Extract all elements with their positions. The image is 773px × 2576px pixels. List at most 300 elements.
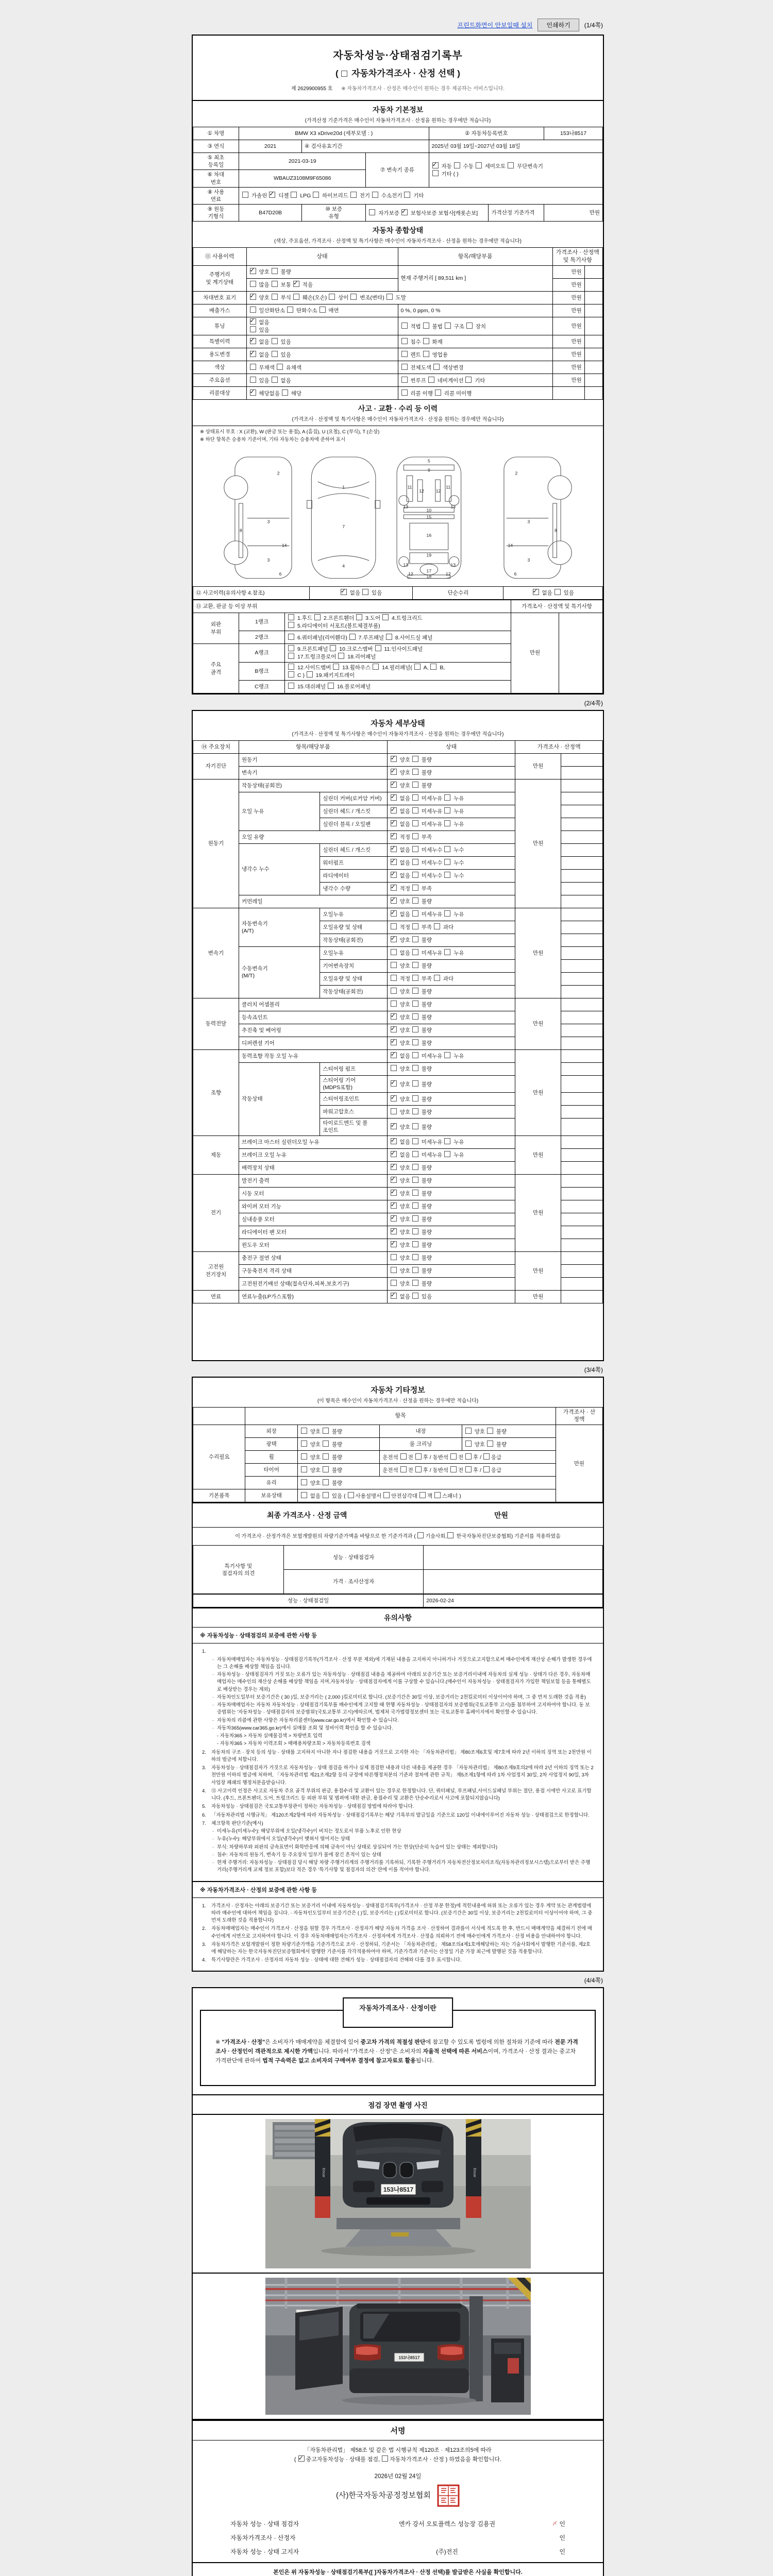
table-cell: B랭크 bbox=[239, 662, 285, 680]
notice-item-body bbox=[211, 1656, 594, 1748]
table-cell: 발전기 출력 bbox=[239, 1174, 388, 1187]
checkbox-empty bbox=[400, 1466, 407, 1472]
notice-item-number: 3. bbox=[202, 1941, 206, 1947]
checkbox-checked bbox=[391, 1241, 397, 1247]
signature-row-label: 자동차 성능 · 상태 고지자 bbox=[230, 2548, 299, 2556]
checkbox-empty bbox=[372, 192, 378, 198]
checkbox-empty bbox=[293, 294, 299, 300]
table-cell bbox=[561, 1106, 603, 1118]
checkbox-checked bbox=[432, 162, 439, 168]
checkbox-empty bbox=[323, 1479, 329, 1485]
checkbox-empty bbox=[391, 975, 397, 981]
table-cell bbox=[561, 972, 603, 985]
checkbox-empty bbox=[412, 1052, 418, 1058]
post-brand-right: Encar bbox=[472, 2167, 476, 2178]
checkbox-empty bbox=[412, 936, 418, 942]
notice-bullet: · 부식: 차량하부와 외판의 금속표면이 화학반응에 의해 금속이 아닌 상태로 상실되어 가는 현상(단순히 녹슬어 있는 상태는 제외합니다) bbox=[212, 1844, 498, 1850]
table-cell: 배출가스 bbox=[193, 304, 247, 317]
notice-item bbox=[202, 1820, 594, 1875]
value-vehicle-name: BMW X3 xDrive20d (세부모델 : ) bbox=[239, 127, 429, 140]
print-button[interactable]: 인쇄하기 bbox=[537, 19, 579, 31]
table-cell: 보유상태 bbox=[245, 1489, 297, 1502]
notice-item-number: 1. bbox=[202, 1903, 206, 1909]
checkbox-empty bbox=[412, 756, 418, 762]
checkbox-empty bbox=[291, 192, 297, 198]
table-cell: ✓ 양호 불량 bbox=[387, 1011, 515, 1024]
table-cell: 2021-03-19 bbox=[239, 153, 366, 170]
table-cell: ✓ 자동 수동 세미오토 무단변속기 기타 ( ) bbox=[429, 153, 602, 188]
checkbox-empty bbox=[341, 71, 347, 77]
signature-row bbox=[230, 2547, 565, 2556]
table-cell: ✓ 양호 부식 훼손(오손) 상이 변조(변타) 도말 bbox=[246, 292, 552, 304]
lift-post-left-icon bbox=[315, 2119, 330, 2218]
checkbox-checked bbox=[391, 833, 397, 839]
pricing-info-title bbox=[343, 1997, 453, 2028]
table-cell: 기본품목 bbox=[193, 1489, 245, 1502]
table-cell: ✓ 없음 미세누유 누유 bbox=[387, 1148, 515, 1161]
notice-bullet: · 자동차매매업자는 자동차성능 · 상태점검기록부(가격조사 · 산정 부분 제외)에 기재된 내용을 고지하지 아니하거나 거짓으로고지함으로써 매수인에게 재산상 손해가 발생한 경우에는 그 손해를 배상할 책임을 집니다. bbox=[212, 1656, 592, 1670]
table-cell: 0 %, 0 ppm, 0 % bbox=[398, 304, 552, 317]
table-cell: 용도변경 bbox=[193, 348, 247, 361]
table-cell: 있음 없음 bbox=[246, 374, 398, 387]
panel-number-label: 13 bbox=[403, 504, 409, 510]
corporation-seal bbox=[437, 2484, 460, 2507]
table-cell: 유리 bbox=[245, 1477, 297, 1489]
table-cell: 특별이력 bbox=[193, 335, 247, 348]
page-4 bbox=[192, 1987, 604, 2576]
checkbox-empty bbox=[434, 975, 440, 981]
table-cell: 6.쿼터패널(리어휀다) 7.루프패널 8.사이드실 패널 bbox=[285, 631, 511, 644]
checkbox-empty bbox=[272, 294, 278, 300]
label-vehicle-name: ① 차명 bbox=[193, 127, 239, 140]
print-help-link[interactable]: 프린트화면이 안보일때 설치 bbox=[457, 22, 533, 29]
table-cell: 무채색 유채색 bbox=[246, 361, 398, 374]
table-cell bbox=[561, 998, 603, 1011]
table-cell: 타이어 bbox=[245, 1464, 297, 1477]
checkbox-empty bbox=[412, 820, 418, 826]
checkbox-empty bbox=[401, 389, 408, 396]
table-cell: 항목/해당부품 bbox=[398, 248, 552, 266]
table-cell bbox=[561, 1148, 603, 1161]
table-cell bbox=[561, 753, 603, 766]
notice-item bbox=[202, 1903, 594, 1925]
signature-law-2: ( ✓중고자동차성능 · 상태를 점검, 자동차가격조사 · 산정 ) 하였음을 확인합니다. bbox=[193, 2455, 603, 2464]
table-cell: 만원 bbox=[515, 908, 561, 998]
table-cell: 만원 bbox=[552, 279, 584, 292]
table-cell: 성능 · 상태점검자 bbox=[283, 1546, 423, 1570]
checkbox-empty bbox=[391, 949, 397, 955]
checkbox-checked bbox=[391, 1215, 397, 1222]
notice-bullet: - 자동차365 > 자동차 실매물검색 > 차량번호 입력 bbox=[217, 1733, 323, 1739]
table-cell: 제동 bbox=[193, 1136, 239, 1174]
table-cell: 튜닝 bbox=[193, 317, 247, 335]
table-cell: 만원 bbox=[552, 361, 584, 374]
checkbox-empty bbox=[401, 364, 408, 370]
checkbox-empty bbox=[250, 364, 256, 370]
cabinet-icon bbox=[491, 2338, 524, 2402]
checkbox-empty bbox=[391, 988, 397, 994]
accident-history-table bbox=[193, 586, 603, 600]
checkbox-empty bbox=[454, 162, 460, 168]
checkbox-empty bbox=[412, 859, 418, 865]
checkbox-empty bbox=[465, 1440, 472, 1447]
checkbox-checked bbox=[391, 1293, 397, 1299]
checkbox-empty bbox=[412, 1123, 418, 1129]
table-cell: ⑩ 보증 유형 bbox=[302, 205, 366, 222]
detail-table-wrap bbox=[193, 740, 603, 1303]
checkbox-empty bbox=[412, 910, 418, 917]
panel-number-label: 17 bbox=[426, 568, 432, 574]
table-cell bbox=[424, 1546, 603, 1570]
checkbox-empty bbox=[412, 769, 418, 775]
section-title-detail: 자동차 세부상태 bbox=[371, 719, 425, 728]
table-cell: B47D20B bbox=[239, 205, 302, 222]
seal-placeholder: 인 bbox=[559, 2548, 565, 2556]
table-cell: 1.후드 2.프론트휀더 3.도어 4.트렁크리드 5.라디에이터 서포트(볼트체결부품) bbox=[285, 613, 511, 631]
checkbox-checked bbox=[401, 209, 408, 215]
checkbox-checked bbox=[250, 318, 256, 325]
basic-info-table bbox=[193, 127, 603, 222]
checkbox-empty bbox=[323, 1440, 329, 1447]
table-cell: 라디에이터 bbox=[320, 869, 387, 882]
page-indicator-2: (2/4쪽) bbox=[584, 699, 603, 707]
panel-rank-table bbox=[193, 600, 603, 693]
checkbox-empty bbox=[301, 1466, 307, 1472]
checkbox-empty bbox=[447, 1532, 453, 1538]
table-cell bbox=[561, 1118, 603, 1136]
car-side-left-view bbox=[224, 457, 292, 579]
table-cell: ✓ 양호 불량 bbox=[387, 753, 515, 766]
panel-number-label: 12 bbox=[445, 571, 451, 577]
table-cell: 오일유량 및 상태 bbox=[320, 972, 387, 985]
checkbox-empty bbox=[307, 671, 313, 677]
table-cell: 항목/해당부품 bbox=[239, 740, 388, 753]
seal-placeholder: 인 〆 bbox=[552, 2520, 565, 2528]
checkbox-empty bbox=[250, 307, 256, 313]
table-cell: ✓ 양호 불량 bbox=[387, 1187, 515, 1200]
table-cell: 내장 bbox=[380, 1425, 462, 1438]
table-cell bbox=[561, 1277, 603, 1290]
table-cell: 만원 bbox=[515, 1136, 561, 1174]
checkbox-empty bbox=[373, 664, 379, 670]
notice-bullet: · 자동차365(www.car365.go.kr)에서 실매물 조회 및 정비이력 확인을 할 수 있습니다. bbox=[212, 1725, 393, 1731]
checkbox-checked bbox=[391, 782, 397, 788]
checkbox-empty bbox=[444, 820, 450, 826]
table-cell: ✓ 양호 불량 bbox=[387, 1093, 515, 1106]
table-cell: ✓ 양호 불량 bbox=[387, 934, 515, 946]
table-cell: 양호 불량 bbox=[297, 1438, 379, 1451]
checkbox-empty bbox=[465, 1453, 472, 1460]
checkbox-empty bbox=[412, 1039, 418, 1045]
notice-item-number: 7. bbox=[202, 1820, 206, 1826]
table-cell bbox=[584, 317, 602, 335]
table-cell: 연료누출(LP가스포함) bbox=[239, 1290, 388, 1303]
table-cell: 오일유량 및 상태 bbox=[320, 921, 387, 934]
table-cell bbox=[561, 1200, 603, 1213]
notice-item bbox=[202, 1925, 594, 1940]
table-cell: 양호 불량 bbox=[387, 1277, 515, 1290]
table-cell bbox=[561, 792, 603, 805]
page-1 bbox=[192, 35, 604, 694]
notice-bullet: · 자동차성능 · 상태점검자가 거짓 또는 오류가 있는 자동차성능 · 상태점검 내용을 제공하여 아래의 보증기간 또는 보증거리이내에 자동차의 실제 성능 · 상태가 다른 경우, 자동차매매업자는 매수인의 재산상 손해를 배상할 책임을 지며,자동차성능 · 상태점검자에게 이를 구상할 수 있습니다.(매수인이 자동차성능 · 상태점검자가 가입한 책임보험 등을 통해별도로 배상받는 경우는 제외) bbox=[212, 1672, 591, 1692]
checkbox-checked bbox=[250, 389, 256, 396]
table-cell bbox=[584, 361, 602, 374]
table-cell: ⑧ 사용 연료 bbox=[193, 187, 239, 204]
table-cell: 디퍼렌셜 기어 bbox=[239, 1037, 388, 1049]
table-cell: 전체도색 색상변경 bbox=[398, 361, 552, 374]
table-cell bbox=[584, 304, 602, 317]
checkbox-empty bbox=[242, 192, 248, 198]
table-cell: 양호 불량 bbox=[297, 1477, 556, 1489]
checkbox-empty bbox=[435, 389, 441, 396]
checkbox-empty bbox=[412, 1095, 418, 1101]
checkbox-empty bbox=[401, 323, 408, 329]
checkbox-empty bbox=[445, 323, 451, 329]
checkbox-checked bbox=[341, 589, 347, 595]
checkbox-empty bbox=[444, 1138, 450, 1144]
notice-item-body: ⑫ 사고이력 인정은 사고로 자동차 주요 골격 부위의 판금, 용접수리 및 교환이 있는 경우로 한정합니다. 단, 쿼터패널, 루프패널,사이드실패널 부위는 절단, 용접 시에만 사고로 표기합니다. (후드, 프론트펜더, 도어, 트렁크리드 등 외판 부위 및 범퍼에 대한 판금, 용접수리 및 교환은 단순수리로서 사고에 포함되지않습니다) bbox=[211, 1788, 592, 1802]
table-cell bbox=[561, 1174, 603, 1187]
checkbox-empty bbox=[301, 1428, 307, 1434]
checkbox-checked bbox=[391, 794, 397, 801]
notice-item bbox=[202, 1957, 594, 1964]
checkbox-empty bbox=[272, 377, 278, 383]
checkbox-empty bbox=[412, 1001, 418, 1007]
table-cell: 스티어링조인트 bbox=[320, 1093, 387, 1106]
table-cell: 가격조사 · 산정액 및 특기사항 bbox=[511, 600, 602, 613]
checkbox-empty bbox=[369, 209, 375, 215]
seal-placeholder: 인 bbox=[559, 2534, 565, 2542]
section-subtitle-detail: (가격조사 · 산정액 및 특기사항은 매수인이 자동차가격조사 · 산정을 원하는 경우에만 적습니다) bbox=[292, 731, 504, 737]
table-cell bbox=[561, 843, 603, 856]
page-indicator-4: (4/4쪽) bbox=[584, 1976, 603, 1984]
status-code-note-2: ※ 하단 항목은 승용차 기준이며, 기타 자동차는 승용차에 준하여 표시 bbox=[200, 436, 346, 443]
checkbox-empty bbox=[423, 351, 429, 357]
table-cell: 운전석 전 후 / 동반석 전 후 / 응급 bbox=[380, 1464, 556, 1477]
checkbox-empty bbox=[350, 192, 357, 198]
table-cell bbox=[584, 266, 602, 279]
table-cell: 만원 bbox=[552, 374, 584, 387]
pricing-info-box bbox=[200, 2004, 596, 2086]
notice-item-body: 「자동차관리법 시행규칙」 제120조제2항에 따라 자동차성능 · 상태점검기록부는 해당 기록부의 발급일을 기준으로 120일 이내에이루어진 자동차 성능 · 상태점검으로 한정합니다. bbox=[211, 1812, 590, 1818]
open-door-icon bbox=[295, 2307, 343, 2390]
checkbox-checked bbox=[391, 820, 397, 826]
table-cell: 양호 불량 bbox=[387, 985, 515, 998]
label-registration-no: ② 자동차등록번호 bbox=[429, 127, 544, 140]
table-cell: ✓ 양호 불량 bbox=[387, 1161, 515, 1174]
table-cell: 변속기 bbox=[193, 908, 239, 998]
checkbox-empty bbox=[287, 307, 293, 313]
table-cell bbox=[561, 831, 603, 843]
table-cell: 등속죠인트 bbox=[239, 1011, 388, 1024]
checkbox-empty bbox=[465, 377, 472, 383]
table-cell: 충전구 절연 상태 bbox=[239, 1251, 388, 1264]
checkbox-checked bbox=[250, 294, 256, 300]
table-cell: 만원 bbox=[515, 1290, 561, 1303]
table-cell: ⑥ 차대 번호 bbox=[193, 170, 239, 187]
table-cell: 가격조사 · 산정액 bbox=[515, 740, 603, 753]
checkbox-empty bbox=[349, 634, 356, 640]
notice-bullet: · 누유(누수): 해당부위에서 오일(냉각수)이 맺혀서 떨어지는 상태 bbox=[212, 1836, 350, 1842]
checkbox-empty bbox=[301, 1479, 307, 1485]
table-cell: 리콜 이행 리콜 미이행 bbox=[398, 387, 552, 400]
checkbox-empty bbox=[282, 389, 288, 396]
panel-number-label: 13 bbox=[403, 562, 409, 568]
service-note: ※ 자동차가격조사 · 산정은 매수인이 원하는 경우 제공하는 서비스입니다. bbox=[341, 86, 505, 92]
table-cell: 만원 bbox=[515, 1174, 561, 1251]
table-cell: 광택 bbox=[245, 1438, 297, 1451]
checkbox-empty bbox=[412, 1241, 418, 1247]
table-cell: ✓ 없음 있음 bbox=[246, 348, 398, 361]
table-cell bbox=[584, 374, 602, 387]
value-mileage: 현재 주행거리 [ 89,511 km ] bbox=[398, 266, 552, 292]
value-inspection-date: 2026-02-24 bbox=[424, 1595, 603, 1607]
overall-status-table bbox=[193, 247, 603, 400]
panel-rank-wrap bbox=[193, 600, 603, 693]
checkbox-empty bbox=[401, 377, 408, 383]
panel-number-label: 7 bbox=[342, 523, 345, 529]
panel-number-label: 13 bbox=[450, 504, 456, 510]
table-cell: 작동상태(공회전) bbox=[320, 934, 387, 946]
notice-section-b-body bbox=[193, 1898, 603, 1971]
checkbox-empty bbox=[412, 1080, 418, 1087]
table-cell: 자동변속기 (A/T) bbox=[239, 908, 320, 946]
checkbox-empty bbox=[391, 1065, 397, 1071]
table-cell: 원동기 bbox=[239, 753, 388, 766]
inspector-seal-mark: 〆 bbox=[552, 2521, 557, 2527]
checkbox-empty bbox=[328, 683, 334, 689]
table-cell: 작동상태(공회전) bbox=[320, 985, 387, 998]
checkbox-checked bbox=[391, 1190, 397, 1196]
notice-item-body: 체크항목 판단기준(예시) · 미세누유(미세누수): 해당부위에 오일(냉각수)이 비치는 정도로서 부품 노후로 인한 현상 · 누유(누수): 해당부위에서 오일(냉각수)이 맺혀서 떨어지는 상태 · 부식: 차량하부와 외판의 금속표면이 화학반응에 의해 금속이 아닌 상태로 상실되어 가는 현상(단순히 녹슬어 있는 상태는 제외합니다) · 침수: 자동차의 원동기, 변속기 등 주요장치 일부가 물에 잠긴 흔적이 있는 상태 · 현재 주행거리: 자동차성능 · 상태점검 당시 해당 차량 주행거리계의 주행거리를 기록하되, 기록한 주행거리가 자동차전산정보처리조직(자동차관리정보시스템)으로부터 받은 주행거리(주행거리계 교체 정보 포함)보다 적은 경우 '특기사항 및 점검자의 의견' 란에 이를 적어야 합니다. bbox=[211, 1820, 594, 1875]
license-plate-text: 153나8517 bbox=[383, 2185, 413, 2193]
overall-table-wrap bbox=[193, 247, 603, 400]
table-cell: 배력장치 상태 bbox=[239, 1161, 388, 1174]
section-subtitle-misc: (이 항목은 매수인이 자동차가격조사 · 산정을 원하는 경우에만 적습니다) bbox=[317, 1398, 479, 1404]
table-cell: 양호 불량 bbox=[462, 1438, 556, 1451]
panel-number-label: 6 bbox=[279, 571, 282, 577]
checkbox-empty bbox=[412, 794, 418, 801]
page2-bottom-space bbox=[193, 1303, 603, 1360]
table-cell: 양호 불량 bbox=[387, 1251, 515, 1264]
checkbox-empty bbox=[323, 1492, 329, 1498]
table-cell bbox=[561, 1136, 603, 1148]
panel-number-label: 6 bbox=[514, 571, 517, 577]
checkbox-empty bbox=[314, 614, 321, 620]
table-cell bbox=[561, 1187, 603, 1200]
table-cell: 오일 유량 bbox=[239, 831, 388, 843]
inspection-photo-front bbox=[193, 2115, 603, 2274]
checkbox-empty bbox=[444, 949, 450, 955]
table-cell: 수리필요 bbox=[193, 1425, 245, 1489]
checkbox-empty bbox=[348, 1492, 354, 1498]
table-cell: 만원 bbox=[552, 348, 584, 361]
panel-number-label: 19 bbox=[426, 552, 432, 558]
table-cell: 룸 크리닝 bbox=[380, 1438, 462, 1451]
notice-item-body: 자동차의 구조 · 장치 등의 성능 · 상태를 고지하지 아니한 자나 점검한 내용을 거짓으로 고지한 자는 「자동차관리법」 제80조제6호및 제7호에 따라 2년 이하의 징역 또는 2천만원 이하의 벌금에 처합니다. bbox=[211, 1749, 592, 1762]
checkbox-empty bbox=[444, 859, 450, 865]
checkbox-checked bbox=[293, 281, 299, 287]
notice-item-body: 자동차성능 · 상태점검자가 거짓으로 자동차성능 · 상태 점검을 하거나 실제 점검한 내용과 다른 내용을 제공한 경우 「자동차관리법」 제80조제9호의2에 따라 2년 이하의 징역 또는 2천만원 이하의 벌금에 처하며, 「자동차관리법 제21조제2항 등의 규정에 따른행정처분의 기준과 절차에 관한 규칙」 제5조제1항에 따라 1차 사업정지 30일, 2차 사업정지 90일, 3차 사업장 폐쇄의 행정처분을받습니다. bbox=[211, 1765, 594, 1786]
checkbox-empty bbox=[288, 664, 294, 670]
table-cell: 2랭크 bbox=[239, 631, 285, 644]
table-cell: 양호 불량 bbox=[387, 1264, 515, 1277]
table-cell: ✓ 없음 미세누유 누유 bbox=[387, 1136, 515, 1148]
signature-row-label: 자동차가격조사 · 산정자 bbox=[230, 2534, 296, 2542]
notice-section-b-title: ※ 자동차가격조사 · 산정의 보증에 관한 사항 등 bbox=[193, 1881, 603, 1898]
checkbox-empty bbox=[391, 1254, 397, 1260]
table-cell: 상태 bbox=[387, 740, 515, 753]
checkbox-empty bbox=[386, 634, 392, 640]
final-price-unit: 만원 bbox=[494, 1511, 508, 1520]
section-subtitle-overall: (색상, 주요옵션, 가격조사 · 산정액 및 특기사항은 매수인이 자동차가격조사 · 산정을 원하는 경우에만 적습니다) bbox=[274, 239, 522, 245]
checkbox-empty bbox=[412, 1177, 418, 1183]
panel-number-label: 18 bbox=[426, 573, 432, 579]
table-cell: 만원 bbox=[552, 292, 584, 304]
checkbox-empty bbox=[433, 364, 440, 370]
checkbox-empty bbox=[301, 1453, 307, 1460]
checkbox-empty bbox=[412, 975, 418, 981]
table-cell: ⑭ 주요장치 bbox=[193, 740, 239, 753]
checkbox-empty bbox=[412, 1164, 418, 1170]
checkbox-empty bbox=[434, 1492, 441, 1498]
checkbox-empty bbox=[391, 962, 397, 968]
table-cell: ✓ 없음 있음 bbox=[309, 586, 413, 599]
checkbox-empty bbox=[412, 1026, 418, 1032]
table-cell: ④ 검사유효기간 bbox=[302, 140, 429, 153]
notice-item bbox=[202, 1941, 594, 1956]
checkbox-checked bbox=[391, 936, 397, 942]
checkbox-empty bbox=[323, 1428, 329, 1434]
notice-item-body: 자동차성능 · 상태점검은 국토교통부장관이 정하는 자동차성능 · 상태점검 방법에 따라야 합니다. bbox=[211, 1804, 414, 1810]
checkbox-empty bbox=[450, 1466, 457, 1472]
checkbox-empty bbox=[412, 1065, 418, 1071]
table-cell: 양호 불량 bbox=[387, 1106, 515, 1118]
table-cell: 구동축전지 격리 상태 bbox=[239, 1264, 388, 1277]
panel-number-label: 3 bbox=[527, 519, 530, 524]
notice-bullet: · 현재 주행거리: 자동차성능 · 상태점검 당시 해당 차량 주행거리계의 주행거리를 기록하되, 기록한 주행거리가 자동차전산정보처리조직(자동차관리정보시스템)으로부터 받은 주행거리(주행거리계 교체 정보 포함)보다 적은 경우 '특기사항 및 점검자의 의견' 란에 이를 적어야 합니다. bbox=[212, 1860, 591, 1873]
checkbox-empty bbox=[362, 589, 368, 595]
table-cell: 자가보증 ✓ 보험사보증 보험사[캐롯손보] bbox=[366, 205, 489, 222]
table-cell: 휠 bbox=[245, 1451, 297, 1464]
panel-number-label: 3 bbox=[267, 557, 270, 563]
checkbox-empty bbox=[288, 683, 294, 689]
panel-number-label: 15 bbox=[426, 514, 432, 520]
car-side-right-view bbox=[504, 457, 572, 579]
table-cell: 와이퍼 모터 기능 bbox=[239, 1200, 388, 1213]
checkbox-empty bbox=[444, 910, 450, 917]
checkbox-empty bbox=[483, 1466, 490, 1472]
panel-number-label: 14 bbox=[281, 543, 287, 548]
checkbox-empty bbox=[444, 794, 450, 801]
checkbox-empty bbox=[412, 1267, 418, 1273]
table-cell: 많음 보통 ✓ 적음 bbox=[246, 279, 398, 292]
table-cell bbox=[561, 882, 603, 895]
checkbox-empty bbox=[483, 1453, 490, 1460]
table-cell: 오일 누유 bbox=[239, 792, 320, 831]
table-cell: 전기 bbox=[193, 1174, 239, 1251]
table-cell: 렌트 영업용 bbox=[398, 348, 552, 361]
table-cell bbox=[584, 335, 602, 348]
detail-status-table bbox=[193, 740, 603, 1303]
lift-post-icon bbox=[469, 2296, 483, 2401]
checkbox-empty bbox=[444, 1151, 450, 1157]
panel-number-label: 1 bbox=[342, 484, 345, 490]
table-cell bbox=[561, 869, 603, 882]
panel-number-label: 12 bbox=[408, 571, 413, 577]
checkbox-empty bbox=[444, 1052, 450, 1058]
document-number-line bbox=[193, 84, 603, 92]
